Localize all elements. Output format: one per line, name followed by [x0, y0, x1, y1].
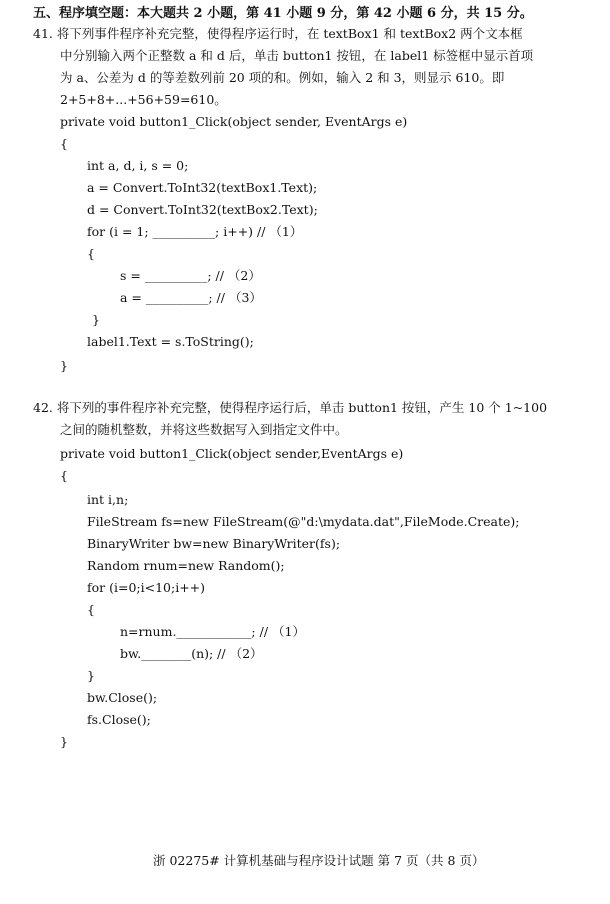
q41-code-line: {: [87, 246, 95, 261]
q41-prompt-line-3: 为 a、公差为 d 的等差数列前 20 项的和。例如，输入 2 和 3，则显示 610。即: [60, 70, 505, 85]
q42-code-line: {: [60, 468, 68, 483]
q41-code-line: d = Convert.ToInt32(textBox2.Text);: [87, 202, 318, 217]
q41-code-line-blank-2: s = __________; // （2）: [120, 268, 261, 283]
q42-code-line-blank-2: bw.________(n); // （2）: [120, 646, 263, 661]
q42-code-line: int i,n;: [87, 492, 129, 507]
q41-code-line: a = Convert.ToInt32(textBox1.Text);: [87, 180, 318, 195]
section-heading: 五、程序填空题：本大题共 2 小题，第 41 小题 9 分，第 42 小题 6 分，共 15 分。: [33, 6, 533, 21]
q41-code-line-blank-1: for (i = 1; __________; i++) // （1）: [87, 224, 303, 239]
q42-code-line: fs.Close();: [87, 712, 151, 727]
q42-code-line: }: [87, 668, 95, 683]
q41-code-line: {: [60, 136, 68, 151]
q41-code-line: }: [92, 312, 100, 327]
q41-code-line: private void button1_Click(object sender, EventArgs e): [60, 114, 408, 129]
q41-prompt-line-2: 中分别输入两个正整数 a 和 d 后，单击 button1 按钮，在 label1 标签框中显示首项: [60, 48, 534, 63]
q42-code-line: private void button1_Click(object sender,EventArgs e): [60, 446, 404, 461]
q41-code-line: label1.Text = s.ToString();: [87, 334, 254, 349]
q42-code-line: Random rnum=new Random();: [87, 558, 285, 573]
q42-code-line: for (i=0;i<10;i++): [87, 580, 206, 595]
q42-code-line-blank-1: n=rnum.____________; // （1）: [120, 624, 305, 639]
q42-code-line: }: [60, 734, 68, 749]
q42-code-line: {: [87, 602, 95, 617]
page-footer: 浙 02275# 计算机基础与程序设计试题 第 7 页（共 8 页）: [153, 853, 485, 868]
q41-prompt-line-4: 2+5+8+...+56+59=610。: [60, 92, 227, 107]
q42-prompt-line-2: 之间的随机整数，并将这些数据写入到指定文件中。: [60, 422, 348, 437]
q42-code-line: bw.Close();: [87, 690, 158, 705]
q42-code-line: FileStream fs=new FileStream(@"d:\mydata.dat",FileMode.Create);: [87, 514, 520, 529]
q41-prompt-line-1: 41. 将下列事件程序补充完整，使得程序运行时，在 textBox1 和 textBox2 两个文本框: [33, 26, 523, 41]
q42-prompt-line-1: 42. 将下列的事件程序补充完整，使得程序运行后，单击 button1 按钮，产生 10 个 1~100: [33, 400, 548, 415]
q41-code-line: int a, d, i, s = 0;: [87, 158, 189, 173]
q41-code-line-blank-3: a = __________; // （3）: [120, 290, 262, 305]
q42-code-line: BinaryWriter bw=new BinaryWriter(fs);: [87, 536, 341, 551]
q41-code-line: }: [60, 358, 68, 373]
